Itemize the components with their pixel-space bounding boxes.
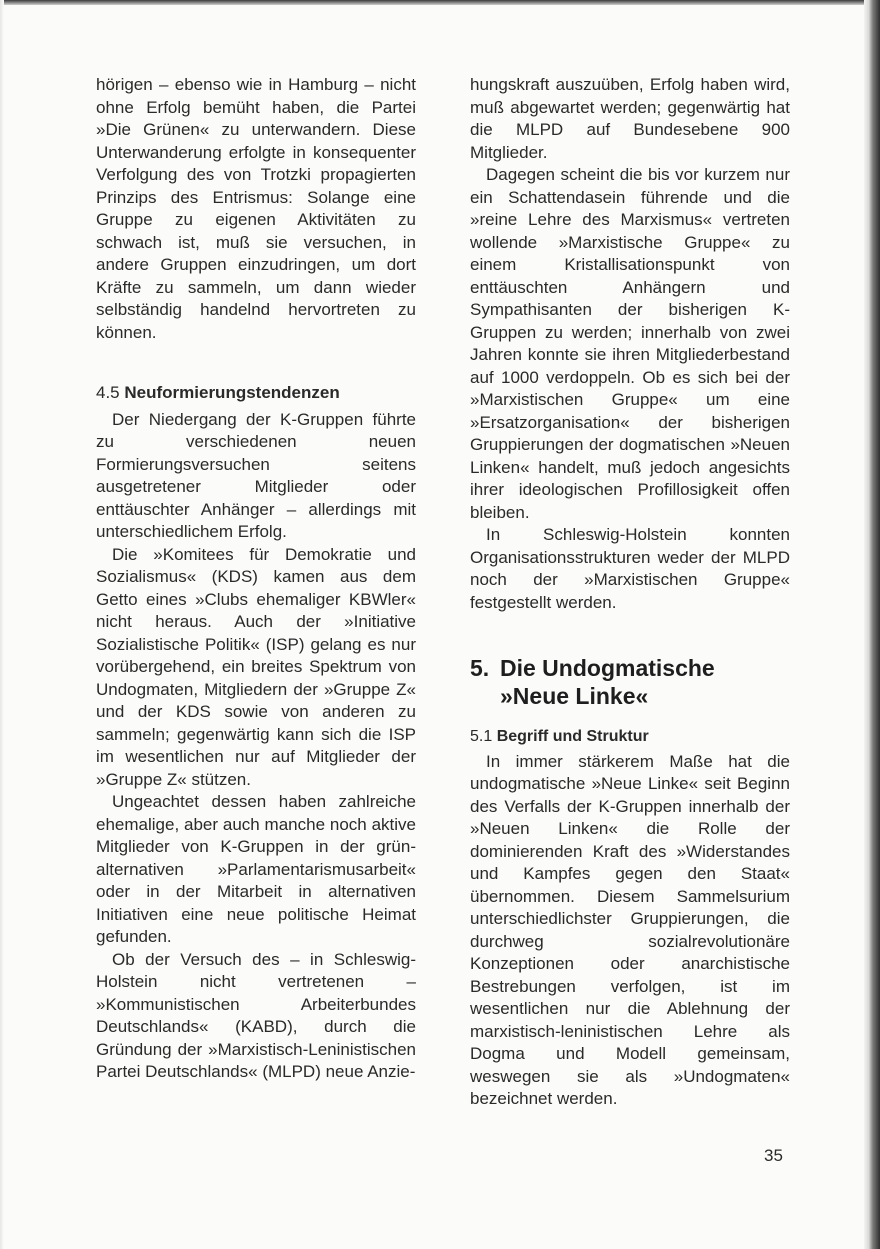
left-column	[96, 74, 416, 1084]
paragraph: Die »Komitees für Demokratie und Sozialismus« (KDS) kamen aus dem Getto eines »Clubs ehemaliger KBWler« nicht heraus. Auch der »Initiative Sozialistische Politik« (ISP) gelang es nur vorübergehend, ein breites Spektrum von Undogmaten, Mitgliedern der »Gruppe Z« und der KDS sowie von anderen zu sammeln; gegenwärtig kann sich die ISP im wesentlichen nur auf Mitglieder der »Gruppe Z« stützen.	[96, 544, 416, 789]
section-number: 4.5	[96, 383, 120, 402]
chapter-title-line2: »Neue Linke«	[500, 683, 649, 709]
chapter-number: 5.	[470, 655, 490, 681]
chapter-heading-5	[470, 654, 790, 710]
section-heading-5-1	[470, 726, 790, 749]
section-heading-4-5	[96, 382, 416, 405]
paragraph: Der Niedergang der K-Gruppen führte zu verschiedenen neuen Formierungsversuchen seitens ausgetretener Mitglieder oder enttäuschter Anhänger – allerdings mit unterschiedlichem Erfolg.	[96, 409, 416, 541]
page-top-edge	[0, 0, 880, 5]
paragraph: In immer stärkerem Maße hat die undogmatische »Neue Linke« seit Beginn des Verfalls der K-Gruppen innerhalb der »Neuen Linken« die Rolle der dominierenden Kraft des »Widerstandes und Kampfes gegen den Staat« übernommen. Diesem Sammelsurium unterschiedlichster Gruppierungen, die durchweg sozialrevolutionäre Konzeptionen oder anarchistische Bestrebungen verfolgen, ist im wesentlichen nur die Ablehnung der marxistisch-leninistischen Lehre als Dogma und Modell gemeinsam, weswegen sie als »Undogmaten« bezeichnet werden.	[470, 751, 790, 1108]
paragraph: Ungeachtet dessen haben zahlreiche ehemalige, aber auch manche noch aktive Mitglieder von K-Gruppen in der grün-alternativen »Parlamentarismusarbeit« oder in der Mitarbeit in alternativen Initiativen eine neue politische Heimat gefunden.	[96, 792, 416, 946]
book-spine-edge	[864, 0, 880, 1249]
section-title: Begriff und Struktur	[496, 728, 649, 745]
paragraph: Dagegen scheint die bis vor kurzem nur ein Schattendasein führende und die »reine Lehre des Marxismus« vertreten wollende »Marxistische Gruppe« zu einem Kristallisationspunkt von enttäuschten Anhängern und Sympathisanten der bisherigen K-Gruppen zu werden; innerhalb von zwei Jahren konnte sie ihren Mitgliederbestand auf 1000 verdoppeln. Ob es sich bei der »Marxistischen Gruppe« um eine »Ersatzorganisation« der bisherigen Gruppierungen der dogmatischen »Neuen Linken« handelt, muß jedoch angesichts ihrer ideologischen Profillosigkeit offen bleiben.	[470, 165, 790, 522]
page-left-shadow	[0, 0, 4, 1249]
page-number: 35	[764, 1146, 783, 1165]
section-title: Neuformierungstendenzen	[124, 383, 340, 402]
paragraph: hörigen – ebenso wie in Hamburg – nicht ohne Erfolg bemüht haben, die Partei »Die Grünen« zu unterwandern. Diese Unterwanderung erfolgte in konsequenter Verfolgung des von Trotzki propagierten Prinzips des Entrismus: Solange eine Gruppe zu eigenen Aktivitäten zu schwach ist, muß sie versuchen, in andere Gruppen einzudringen, um dort Kräfte zu sammeln, um dann wieder selbständig handelnd hervortreten zu können.	[96, 75, 416, 342]
right-column	[470, 74, 790, 1111]
paragraph: In Schleswig-Holstein konnten Organisationsstrukturen weder der MLPD noch der »Marxistischen Gruppe« festgestellt werden.	[470, 525, 790, 612]
section-number: 5.1	[470, 728, 493, 745]
paragraph: Ob der Versuch des – in Schleswig-Holstein nicht vertretenen – »Kommunistischen Arbeiterbundes Deutschlands« (KABD), durch die Gründung der »Marxistisch-Leninistischen Partei Deutschlands« (MLPD) neue Anzie-	[96, 949, 416, 1081]
chapter-title-line1: Die Undogmatische	[500, 655, 715, 681]
paragraph: hungskraft auszuüben, Erfolg haben wird, muß abgewartet werden; gegenwärtig hat die MLPD auf Bundesebene 900 Mitglieder.	[470, 75, 790, 162]
